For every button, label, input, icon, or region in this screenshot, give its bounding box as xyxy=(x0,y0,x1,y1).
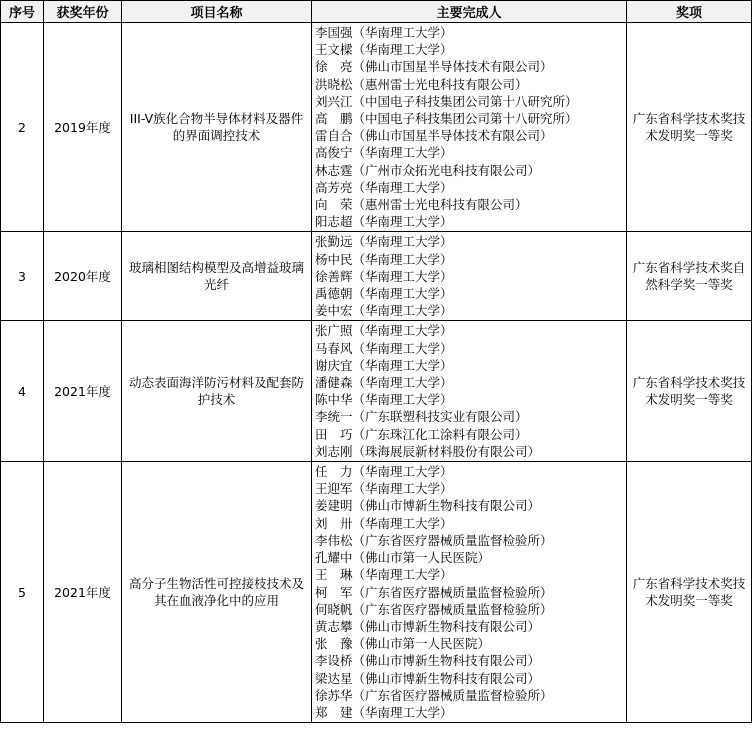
contributor: 洪晓松（惠州雷士光电科技有限公司） xyxy=(315,76,528,92)
contributor: 任 力（华南理工大学） xyxy=(315,464,453,480)
contributor: 高 鹏（中国电子科技集团公司第十八研究所） xyxy=(315,111,578,127)
contributor: 徐善辉（华南理工大学） xyxy=(315,268,453,284)
main-contributors xyxy=(312,462,627,723)
contributor: 李伟松（广东省医疗器械质量监督检验所） xyxy=(315,532,553,548)
contributor: 阳志超（华南理工大学） xyxy=(315,214,453,230)
award-name: 广东省科学技术奖技术发明奖一等奖 xyxy=(627,321,752,462)
header-project: 项目名称 xyxy=(122,1,312,23)
contributor: 张勤远（华南理工大学） xyxy=(315,234,453,250)
contributor: 林志霆（广州市众拓光电科技有限公司） xyxy=(315,162,541,178)
table-row xyxy=(1,232,752,321)
row-number: 5 xyxy=(1,462,44,723)
contributor: 李国强（华南理工大学） xyxy=(315,25,453,40)
row-number: 2 xyxy=(1,23,44,232)
contributor: 高芳亮（华南理工大学） xyxy=(315,179,453,195)
table-row xyxy=(1,462,752,723)
contributor: 王文樑（华南理工大学） xyxy=(315,42,453,58)
contributor: 杨中民（华南理工大学） xyxy=(315,251,453,267)
header-people: 主要完成人 xyxy=(312,1,627,23)
main-contributors xyxy=(312,23,627,232)
contributor: 徐苏华（广东省医疗器械质量监督检验所） xyxy=(315,687,553,703)
contributor: 田 巧（广东珠江化工涂料有限公司） xyxy=(315,426,528,442)
row-number: 3 xyxy=(1,232,44,321)
contributor: 谢庆宜（华南理工大学） xyxy=(315,357,453,373)
table-row xyxy=(1,321,752,462)
table-row xyxy=(1,23,752,232)
header-year: 获奖年份 xyxy=(44,1,122,23)
contributor: 姜建明（佛山市博新生物科技有限公司） xyxy=(315,498,541,514)
project-name: III-V族化合物半导体材料及器件的界面调控技术 xyxy=(122,23,312,232)
contributor: 刘 卅（华南理工大学） xyxy=(315,515,453,531)
contributor: 陈中华（华南理工大学） xyxy=(315,392,453,408)
contributor: 高俊宁（华南理工大学） xyxy=(315,145,453,161)
contributor: 马春风（华南理工大学） xyxy=(315,340,453,356)
contributor: 孔耀中（佛山市第一人民医院） xyxy=(315,550,491,566)
contributor: 柯 军（广东省医疗器械质量监督检验所） xyxy=(315,584,553,600)
contributor: 李统一（广东联塑科技实业有限公司） xyxy=(315,409,528,425)
project-name: 动态表面海洋防污材料及配套防护技术 xyxy=(122,321,312,462)
contributor: 刘志刚（珠海展辰新材料股份有限公司） xyxy=(315,443,541,459)
header-no: 序号 xyxy=(1,1,44,23)
contributor: 王 琳（华南理工大学） xyxy=(315,567,453,583)
contributor: 梁达星（佛山市博新生物科技有限公司） xyxy=(315,670,541,686)
contributor: 向 荣（惠州雷士光电科技有限公司） xyxy=(315,197,528,213)
contributor: 禹德朝（华南理工大学） xyxy=(315,286,453,302)
project-name: 玻璃相图结构模型及高增益玻璃光纤 xyxy=(122,232,312,321)
main-contributors xyxy=(312,232,627,321)
award-name: 广东省科学技术奖技术发明奖一等奖 xyxy=(627,23,752,232)
contributor: 王迎军（华南理工大学） xyxy=(315,481,453,497)
award-year: 2021年度 xyxy=(44,321,122,462)
contributor: 潘健森（华南理工大学） xyxy=(315,375,453,391)
row-number: 4 xyxy=(1,321,44,462)
award-name: 广东省科学技术奖自然科学奖一等奖 xyxy=(627,232,752,321)
award-year: 2020年度 xyxy=(44,232,122,321)
award-year: 2021年度 xyxy=(44,462,122,723)
contributor: 黄志攀（佛山市博新生物科技有限公司） xyxy=(315,618,541,634)
header-award: 奖项 xyxy=(627,1,752,23)
contributor: 雷自合（佛山市国星半导体技术有限公司） xyxy=(315,128,553,144)
contributor: 李设桥（佛山市博新生物科技有限公司） xyxy=(315,653,541,669)
contributor: 刘兴江（中国电子科技集团公司第十八研究所） xyxy=(315,93,578,109)
award-name: 广东省科学技术奖技术发明奖一等奖 xyxy=(627,462,752,723)
award-year: 2019年度 xyxy=(44,23,122,232)
contributor: 张 豫（佛山市第一人民医院） xyxy=(315,636,491,652)
contributor: 郑 建（华南理工大学） xyxy=(315,704,453,720)
contributor: 张广照（华南理工大学） xyxy=(315,323,453,339)
contributor: 姜中宏（华南理工大学） xyxy=(315,303,453,319)
main-contributors xyxy=(312,321,627,462)
project-name: 高分子生物活性可控接枝技术及其在血液净化中的应用 xyxy=(122,462,312,723)
contributor: 徐 亮（佛山市国星半导体技术有限公司） xyxy=(315,59,553,75)
header-row xyxy=(1,1,752,23)
contributor: 何晓帆（广东省医疗器械质量监督检验所） xyxy=(315,601,553,617)
